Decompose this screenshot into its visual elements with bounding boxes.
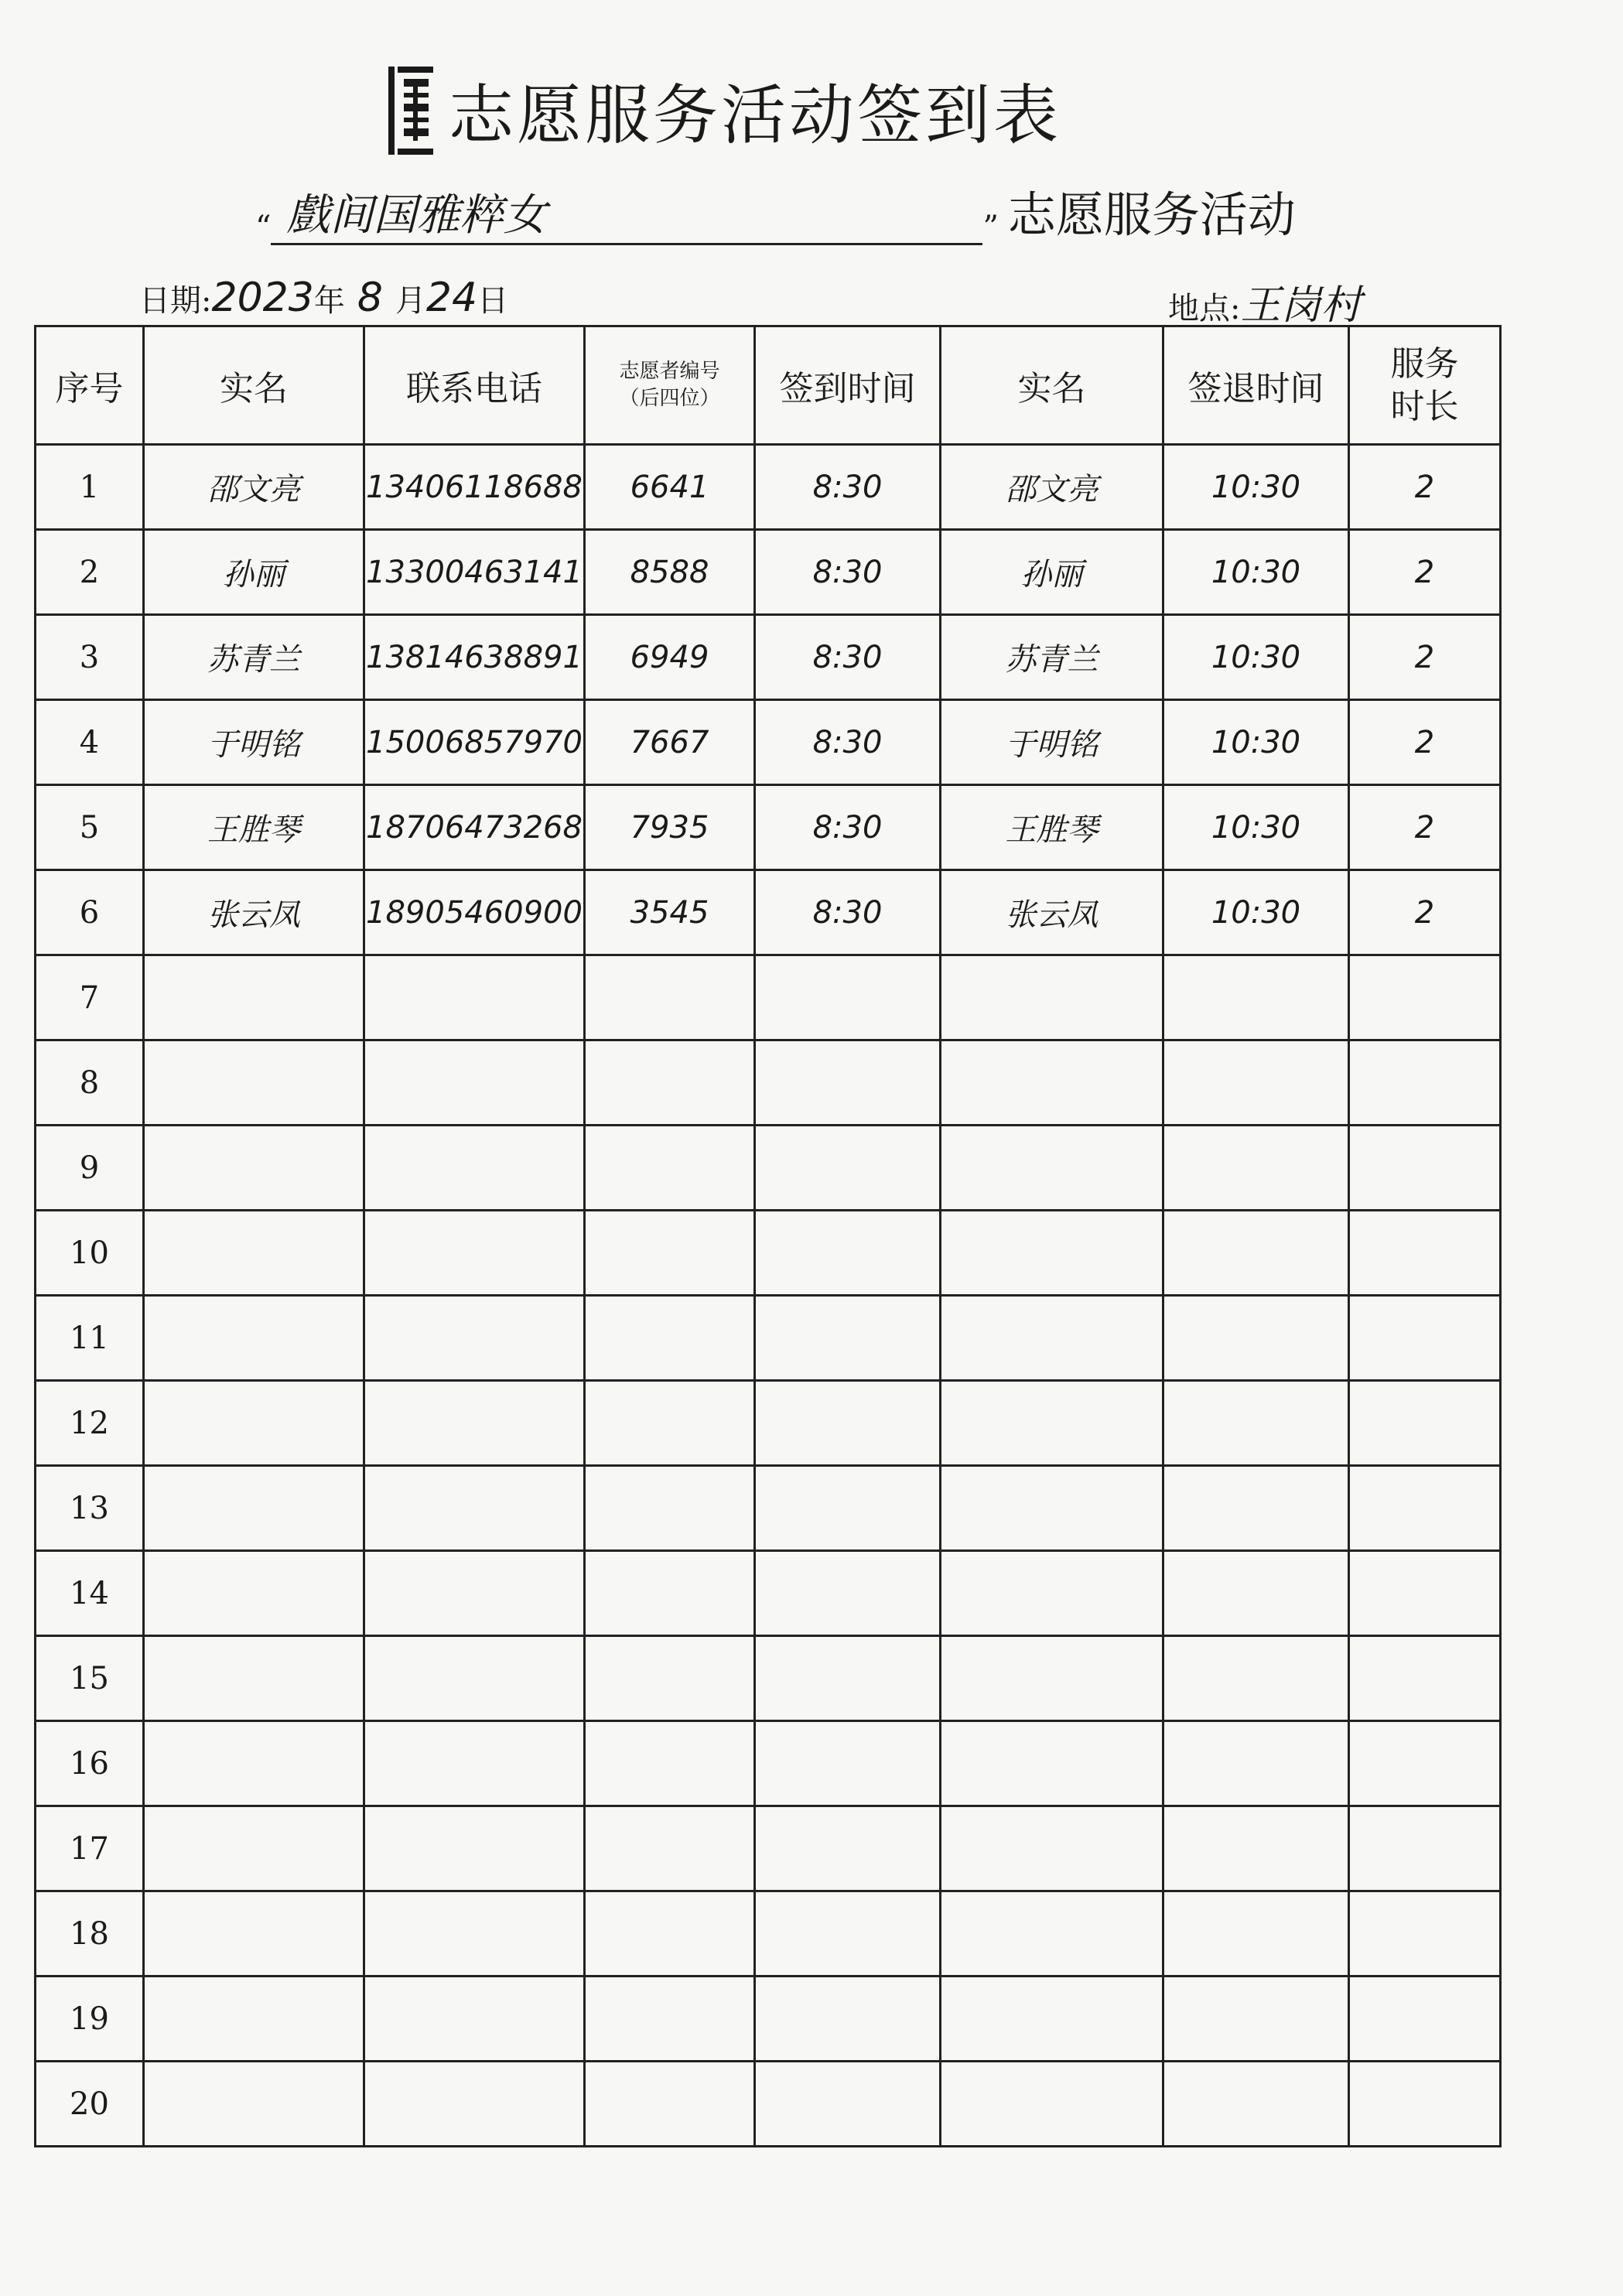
cell-sign-in[interactable] (755, 1126, 941, 1211)
cell-sign-out[interactable]: 10:30 (1163, 615, 1349, 700)
date-month[interactable]: 8 (357, 275, 383, 321)
cell-name-2[interactable] (941, 1977, 1163, 2062)
cell-sign-out[interactable] (1163, 1891, 1349, 1977)
cell-volunteer-id[interactable]: 3545 (585, 870, 755, 955)
table-row (36, 1721, 1501, 1806)
cell-phone[interactable] (364, 1806, 585, 1891)
cell-hours[interactable]: 2 (1349, 445, 1501, 530)
cell-name[interactable]: 苏青兰 (144, 615, 364, 700)
cell-sign-in[interactable] (755, 1636, 941, 1721)
logo-icon (387, 65, 435, 156)
cell-name[interactable] (144, 1721, 364, 1806)
cell-name[interactable] (144, 1040, 364, 1126)
cell-hours[interactable] (1349, 2062, 1501, 2147)
cell-phone[interactable] (364, 1296, 585, 1381)
header-sign-in: 签到时间 (755, 326, 941, 445)
cell-name[interactable]: 邵文亮 (144, 445, 364, 530)
cell-hours[interactable] (1349, 1977, 1501, 2062)
cell-seq: 2 (36, 530, 144, 615)
cell-name-2[interactable] (941, 1891, 1163, 1977)
cell-volunteer-id[interactable]: 7935 (585, 785, 755, 870)
cell-name-2[interactable]: 王胜琴 (941, 785, 1163, 870)
cell-hours[interactable] (1349, 1040, 1501, 1126)
location-value[interactable]: 王岗村 (1240, 282, 1362, 329)
cell-name[interactable] (144, 1381, 364, 1466)
cell-phone[interactable] (364, 1381, 585, 1466)
cell-volunteer-id[interactable] (585, 2062, 755, 2147)
cell-sign-in[interactable] (755, 1211, 941, 1296)
header-hours-line1: 服务 (1390, 344, 1459, 384)
cell-name-2[interactable] (941, 1381, 1163, 1466)
table-row (36, 1636, 1501, 1721)
cell-sign-in[interactable]: 8:30 (755, 615, 941, 700)
cell-seq: 16 (36, 1721, 144, 1806)
cell-name-2[interactable] (941, 1806, 1163, 1891)
table-row (36, 1551, 1501, 1636)
header-seq: 序号 (36, 326, 144, 445)
cell-hours[interactable] (1349, 1466, 1501, 1551)
cell-hours[interactable]: 2 (1349, 700, 1501, 785)
cell-hours[interactable] (1349, 1721, 1501, 1806)
activity-suffix: 志愿服务活动 (1007, 186, 1296, 243)
cell-volunteer-id[interactable]: 8588 (585, 530, 755, 615)
table-row (36, 1126, 1501, 1211)
cell-sign-in[interactable]: 8:30 (755, 785, 941, 870)
cell-sign-out[interactable]: 10:30 (1163, 700, 1349, 785)
cell-sign-in[interactable] (755, 1381, 941, 1466)
cell-seq: 6 (36, 870, 144, 955)
cell-name[interactable] (144, 2062, 364, 2147)
date-year[interactable]: 2023 (211, 275, 314, 321)
header-volunteer-id-line2: （后四位） (619, 387, 720, 410)
cell-phone[interactable]: 13300463141 (364, 530, 585, 615)
cell-phone[interactable] (364, 1636, 585, 1721)
date-month-unit: 月 (395, 283, 426, 319)
cell-sign-in[interactable]: 8:30 (755, 700, 941, 785)
cell-sign-out[interactable] (1163, 1721, 1349, 1806)
cell-sign-out[interactable] (1163, 2062, 1349, 2147)
cell-volunteer-id[interactable] (585, 1381, 755, 1466)
table-row (36, 1211, 1501, 1296)
cell-volunteer-id[interactable] (585, 1721, 755, 1806)
signin-table (34, 325, 1502, 2147)
header-hours (1349, 326, 1501, 445)
activity-name-field[interactable]: 戲间国雅粹女 (271, 189, 982, 245)
cell-volunteer-id[interactable] (585, 1466, 755, 1551)
cell-hours[interactable] (1349, 1551, 1501, 1636)
cell-seq: 15 (36, 1636, 144, 1721)
date-day[interactable]: 24 (425, 275, 478, 321)
cell-name[interactable] (144, 1806, 364, 1891)
cell-phone[interactable]: 18905460900 (364, 870, 585, 955)
cell-volunteer-id[interactable] (585, 1126, 755, 1211)
cell-sign-out[interactable] (1163, 1126, 1349, 1211)
cell-sign-in[interactable] (755, 1806, 941, 1891)
date-day-unit: 日 (477, 283, 509, 319)
cell-seq: 12 (36, 1381, 144, 1466)
cell-volunteer-id[interactable] (585, 1211, 755, 1296)
cell-name-2[interactable] (941, 1636, 1163, 1721)
cell-phone[interactable]: 13406118688 (364, 445, 585, 530)
open-quote: “ (255, 210, 272, 245)
cell-seq: 17 (36, 1806, 144, 1891)
cell-seq: 13 (36, 1466, 144, 1551)
cell-volunteer-id[interactable] (585, 1977, 755, 2062)
table-row (36, 530, 1501, 615)
cell-sign-out[interactable] (1163, 1636, 1349, 1721)
cell-name-2[interactable]: 于明铭 (941, 700, 1163, 785)
cell-seq: 4 (36, 700, 144, 785)
cell-phone[interactable] (364, 1977, 585, 2062)
cell-name[interactable] (144, 1551, 364, 1636)
cell-seq: 7 (36, 955, 144, 1040)
cell-sign-in[interactable] (755, 955, 941, 1040)
close-quote: ” (982, 210, 999, 245)
cell-seq: 14 (36, 1551, 144, 1636)
cell-phone[interactable] (364, 1126, 585, 1211)
header-phone: 联系电话 (364, 326, 585, 445)
cell-name[interactable] (144, 1636, 364, 1721)
table-row (36, 1381, 1501, 1466)
cell-hours[interactable] (1349, 955, 1501, 1040)
cell-volunteer-id[interactable]: 6949 (585, 615, 755, 700)
cell-sign-out[interactable]: 10:30 (1163, 445, 1349, 530)
cell-phone[interactable]: 13814638891 (364, 615, 585, 700)
cell-sign-in[interactable]: 8:30 (755, 530, 941, 615)
table-row (36, 615, 1501, 700)
cell-seq: 8 (36, 1040, 144, 1126)
cell-volunteer-id[interactable] (585, 1806, 755, 1891)
cell-volunteer-id[interactable] (585, 1891, 755, 1977)
header-hours-line2: 时长 (1390, 387, 1459, 426)
cell-name-2[interactable] (941, 1040, 1163, 1126)
cell-sign-out[interactable]: 10:30 (1163, 785, 1349, 870)
cell-name-2[interactable]: 苏青兰 (941, 615, 1163, 700)
table-row (36, 870, 1501, 955)
table-row (36, 1040, 1501, 1126)
cell-seq: 5 (36, 785, 144, 870)
cell-name[interactable] (144, 1126, 364, 1211)
cell-sign-in[interactable] (755, 1721, 941, 1806)
cell-name[interactable] (144, 1891, 364, 1977)
cell-sign-out[interactable] (1163, 955, 1349, 1040)
table-header-row (36, 326, 1501, 445)
date-label: 日期: (139, 283, 212, 319)
cell-seq: 19 (36, 1977, 144, 2062)
cell-phone[interactable] (364, 955, 585, 1040)
cell-name[interactable] (144, 955, 364, 1040)
cell-seq: 9 (36, 1126, 144, 1211)
cell-hours[interactable]: 2 (1349, 615, 1501, 700)
cell-hours[interactable] (1349, 1636, 1501, 1721)
table-row (36, 1806, 1501, 1891)
cell-sign-out[interactable] (1163, 1211, 1349, 1296)
cell-hours[interactable] (1349, 1891, 1501, 1977)
cell-volunteer-id[interactable] (585, 1551, 755, 1636)
cell-name-2[interactable] (941, 1126, 1163, 1211)
header (387, 63, 1061, 157)
cell-sign-out[interactable]: 10:30 (1163, 870, 1349, 955)
cell-name-2[interactable] (941, 1211, 1163, 1296)
date-line (139, 275, 508, 321)
table-row (36, 955, 1501, 1040)
cell-name-2[interactable] (941, 1466, 1163, 1551)
cell-sign-in[interactable] (755, 1551, 941, 1636)
cell-sign-in[interactable] (755, 1040, 941, 1126)
cell-name[interactable] (144, 1466, 364, 1551)
header-sign-out: 签退时间 (1163, 326, 1349, 445)
cell-sign-in[interactable] (755, 1466, 941, 1551)
cell-name-2[interactable]: 邵文亮 (941, 445, 1163, 530)
table-row (36, 2062, 1501, 2147)
cell-phone[interactable]: 18706473268 (364, 785, 585, 870)
cell-hours[interactable]: 2 (1349, 785, 1501, 870)
cell-sign-out[interactable] (1163, 1977, 1349, 2062)
cell-volunteer-id[interactable] (585, 1296, 755, 1381)
cell-phone[interactable] (364, 1211, 585, 1296)
header-volunteer-id-line1: 志愿者编号 (619, 359, 720, 383)
cell-sign-out[interactable] (1163, 1381, 1349, 1466)
cell-phone[interactable] (364, 2062, 585, 2147)
cell-name-2[interactable] (941, 1551, 1163, 1636)
cell-name-2[interactable] (941, 955, 1163, 1040)
cell-sign-in[interactable] (755, 1891, 941, 1977)
cell-name[interactable]: 孙丽 (144, 530, 364, 615)
cell-volunteer-id[interactable] (585, 1040, 755, 1126)
activity-line (255, 176, 1296, 245)
cell-phone[interactable] (364, 1040, 585, 1126)
cell-sign-out[interactable] (1163, 1551, 1349, 1636)
cell-sign-in[interactable]: 8:30 (755, 445, 941, 530)
cell-volunteer-id[interactable] (585, 955, 755, 1040)
cell-sign-in[interactable] (755, 1977, 941, 2062)
cell-name[interactable] (144, 1977, 364, 2062)
cell-name-2[interactable] (941, 2062, 1163, 2147)
cell-name[interactable] (144, 1211, 364, 1296)
cell-hours[interactable] (1349, 1806, 1501, 1891)
cell-sign-out[interactable] (1163, 1040, 1349, 1126)
cell-name[interactable]: 王胜琴 (144, 785, 364, 870)
cell-phone[interactable]: 15006857970 (364, 700, 585, 785)
table-row (36, 445, 1501, 530)
table-row (36, 1466, 1501, 1551)
cell-name-2[interactable]: 张云凤 (941, 870, 1163, 955)
table-row (36, 700, 1501, 785)
cell-name[interactable]: 于明铭 (144, 700, 364, 785)
cell-name-2[interactable] (941, 1721, 1163, 1806)
cell-sign-out[interactable] (1163, 1806, 1349, 1891)
table-row (36, 1891, 1501, 1977)
header-name-2: 实名 (941, 326, 1163, 445)
cell-name[interactable] (144, 1296, 364, 1381)
cell-hours[interactable]: 2 (1349, 530, 1501, 615)
cell-name-2[interactable]: 孙丽 (941, 530, 1163, 615)
table-row (36, 1977, 1501, 2062)
cell-hours[interactable] (1349, 1211, 1501, 1296)
cell-phone[interactable] (364, 1891, 585, 1977)
cell-sign-in[interactable]: 8:30 (755, 870, 941, 955)
cell-sign-out[interactable]: 10:30 (1163, 530, 1349, 615)
location-label: 地点: (1168, 291, 1241, 326)
cell-phone[interactable] (364, 1721, 585, 1806)
cell-phone[interactable] (364, 1466, 585, 1551)
header-volunteer-id (585, 326, 755, 445)
cell-sign-out[interactable] (1163, 1466, 1349, 1551)
page-title: 志愿服务活动签到表 (449, 77, 1062, 153)
cell-hours[interactable] (1349, 1296, 1501, 1381)
header-name: 实名 (144, 326, 364, 445)
cell-sign-in[interactable] (755, 1296, 941, 1381)
cell-seq: 11 (36, 1296, 144, 1381)
cell-seq: 3 (36, 615, 144, 700)
cell-seq: 18 (36, 1891, 144, 1977)
cell-seq: 10 (36, 1211, 144, 1296)
table-row (36, 785, 1501, 870)
cell-volunteer-id[interactable] (585, 1636, 755, 1721)
cell-name[interactable]: 张云凤 (144, 870, 364, 955)
cell-volunteer-id[interactable]: 7667 (585, 700, 755, 785)
cell-sign-in[interactable] (755, 2062, 941, 2147)
location-line (1168, 272, 1362, 330)
cell-volunteer-id[interactable]: 6641 (585, 445, 755, 530)
cell-hours[interactable] (1349, 1126, 1501, 1211)
table-row (36, 1296, 1501, 1381)
cell-hours[interactable]: 2 (1349, 870, 1501, 955)
cell-seq: 20 (36, 2062, 144, 2147)
date-year-unit: 年 (313, 283, 345, 319)
cell-name-2[interactable] (941, 1296, 1163, 1381)
cell-seq: 1 (36, 445, 144, 530)
cell-hours[interactable] (1349, 1381, 1501, 1466)
cell-sign-out[interactable] (1163, 1296, 1349, 1381)
cell-phone[interactable] (364, 1551, 585, 1636)
